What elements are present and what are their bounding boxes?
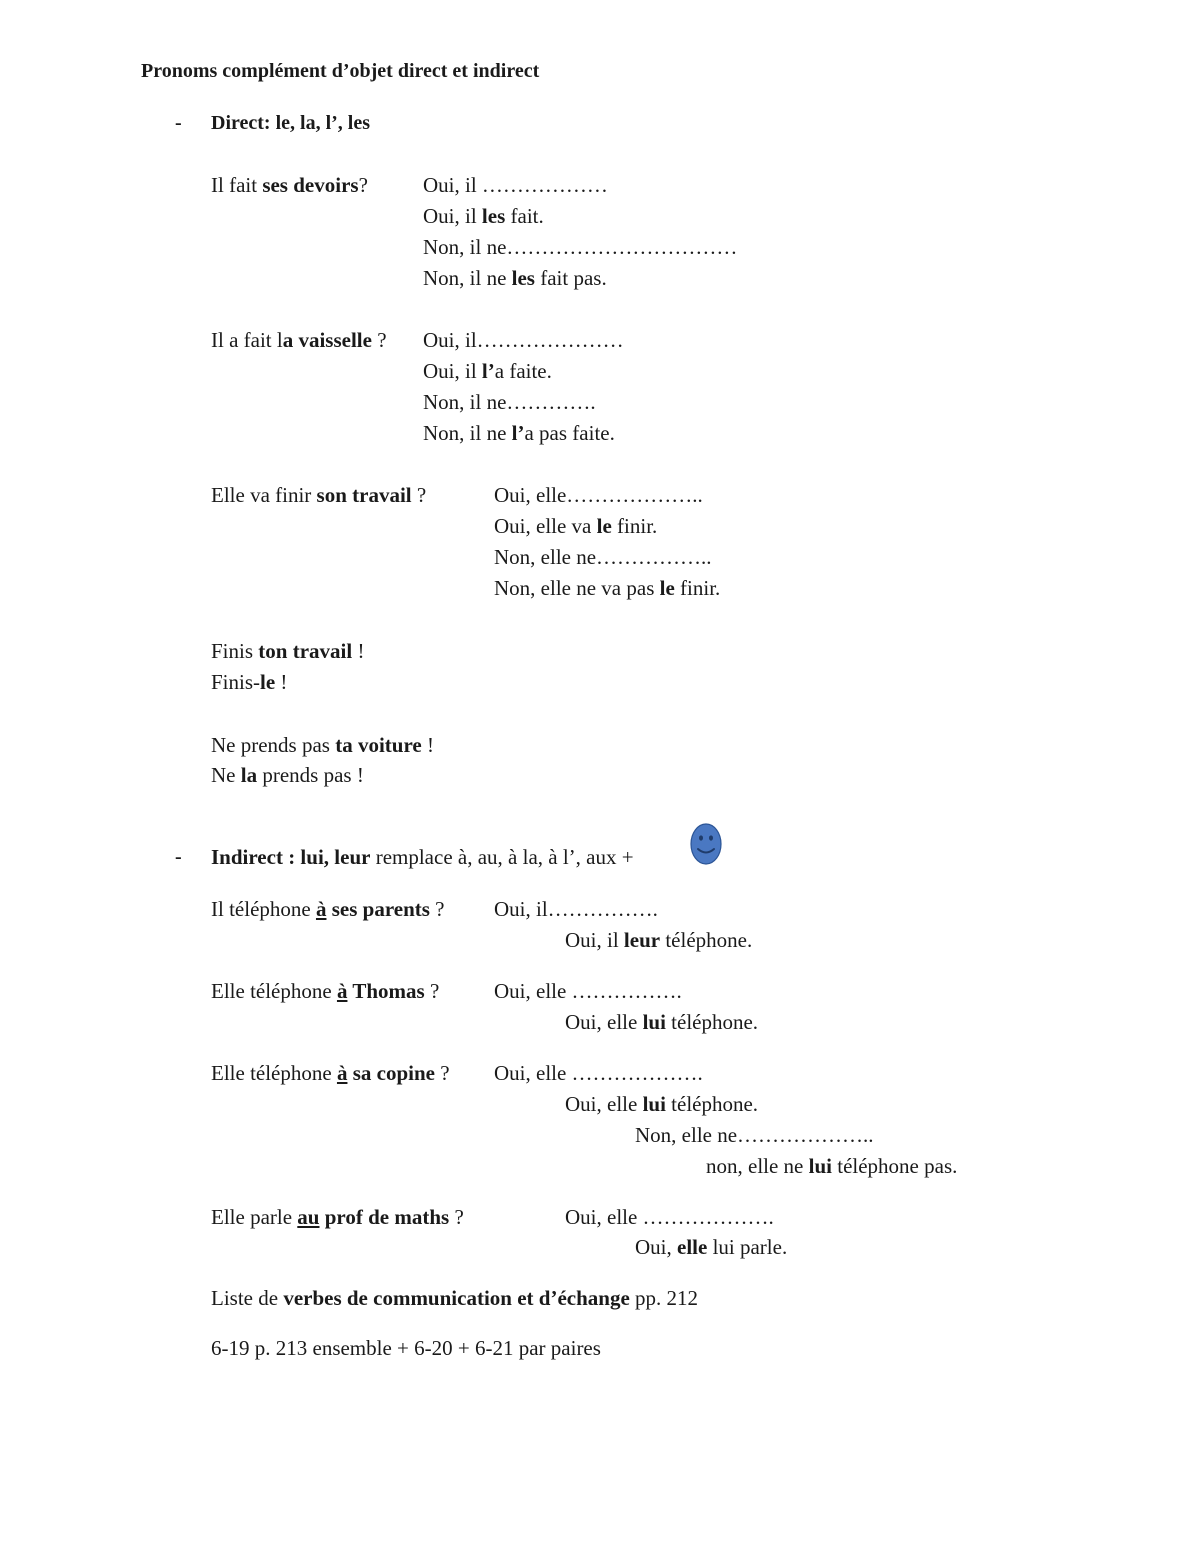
direct-answer-3-4: Non, elle ne va pas le finir. (494, 576, 721, 600)
indirect-answer-2-2: Oui, elle lui téléphone. (565, 1010, 759, 1034)
bullet-indirect: - (175, 846, 182, 868)
imperative-1-line-2: Finis-le ! (211, 670, 288, 694)
indirect-answer-4-2: Oui, elle lui parle. (635, 1235, 788, 1259)
imperative-1-line-1: Finis ton travail ! (211, 639, 365, 663)
exercise-assignment: 6-19 p. 213 ensemble + 6-20 + 6-21 par paires (211, 1336, 601, 1360)
direct-answer-3-3: Non, elle ne…………….. (494, 545, 712, 569)
direct-question-2: Il a fait la vaisselle ? (211, 328, 387, 352)
indirect-answer-1-2: Oui, il leur téléphone. (565, 928, 753, 952)
direct-answer-1-2: Oui, il les fait. (423, 204, 544, 228)
direct-answer-2-2: Oui, il l’a faite. (423, 359, 552, 383)
indirect-answer-4-1: Oui, elle ………………. (565, 1205, 774, 1229)
indirect-question-3: Elle téléphone à sa copine ? (211, 1061, 450, 1085)
indirect-answer-3-4: non, elle ne lui téléphone pas. (706, 1154, 958, 1178)
direct-answer-2-4: Non, il ne l’a pas faite. (423, 421, 615, 445)
direct-answer-3-2: Oui, elle va le finir. (494, 514, 658, 538)
indirect-heading: Indirect : lui, leur remplace à, au, à la, à l’, aux + (211, 845, 634, 869)
direct-answer-3-1: Oui, elle……………….. (494, 483, 703, 507)
verb-list-reference: Liste de verbes de communication et d’échange pp. 212 (211, 1286, 699, 1310)
indirect-question-2: Elle téléphone à Thomas ? (211, 979, 440, 1003)
direct-question-3: Elle va finir son travail ? (211, 483, 427, 507)
indirect-answer-1-1: Oui, il……………. (494, 897, 658, 921)
indirect-answer-3-1: Oui, elle ………………. (494, 1061, 703, 1085)
page-title: Pronoms complément d’objet direct et indirect (141, 60, 540, 82)
bullet-direct: - (175, 112, 182, 134)
indirect-answer-2-1: Oui, elle ……………. (494, 979, 682, 1003)
indirect-answer-3-2: Oui, elle lui téléphone. (565, 1092, 759, 1116)
direct-answer-2-1: Oui, il………………… (423, 328, 624, 352)
direct-question-1: Il fait ses devoirs? (211, 173, 368, 197)
indirect-question-1: Il téléphone à ses parents ? (211, 897, 445, 921)
indirect-question-4: Elle parle au prof de maths ? (211, 1205, 464, 1229)
indirect-answer-3-3: Non, elle ne……………….. (635, 1123, 874, 1147)
direct-answer-1-4: Non, il ne les fait pas. (423, 266, 607, 290)
imperative-2-line-1: Ne prends pas ta voiture ! (211, 733, 434, 757)
direct-answer-2-3: Non, il ne…………. (423, 390, 596, 414)
smiley-face-icon (690, 823, 722, 865)
direct-heading: Direct: le, la, l’, les (211, 112, 371, 134)
direct-answer-1-1: Oui, il ……………… (423, 173, 608, 197)
imperative-2-line-2: Ne la prends pas ! (211, 763, 364, 787)
direct-answer-1-3: Non, il ne…………………………… (423, 235, 738, 259)
